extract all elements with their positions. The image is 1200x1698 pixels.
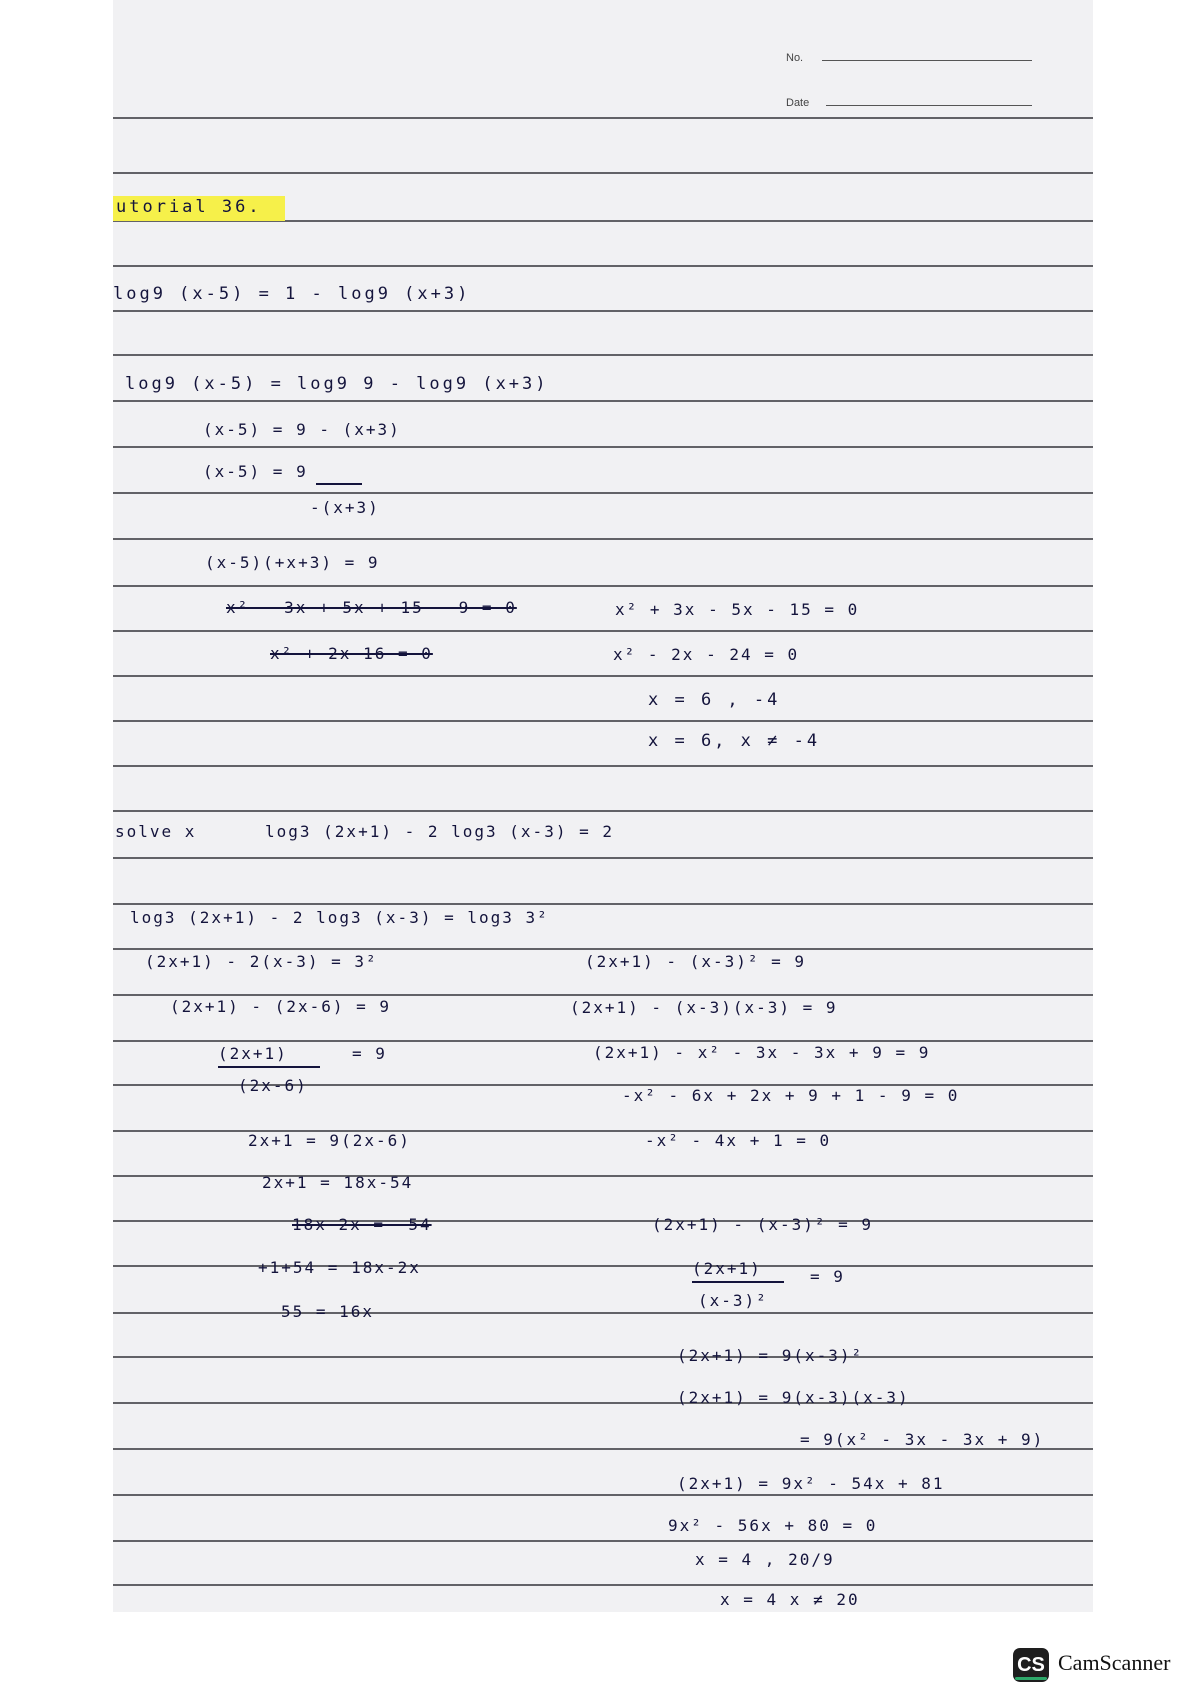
p1-crossed-1: x² - 3x + 5x + 15 - 9 = 0 [226, 598, 517, 617]
ruled-line [113, 446, 1093, 448]
ruled-line [113, 492, 1093, 494]
p1-step-3: (x-5) = 9 [203, 462, 308, 481]
p2-right-9: (x-3)² [698, 1291, 768, 1310]
p2-label: solve x [115, 822, 197, 841]
tutorial-title: utorial 36. [116, 197, 262, 217]
ruled-line [113, 538, 1093, 540]
p2-left-7: 2x+1 = 9(2x-6) [248, 1131, 411, 1150]
p1-crossed-2: x² + 2x 16 = 0 [270, 644, 433, 663]
ruled-line [113, 354, 1093, 356]
p2-right-4: -x² - 6x + 2x + 9 + 1 - 9 = 0 [622, 1086, 960, 1105]
p2-right-5: -x² - 4x + 1 = 0 [645, 1131, 832, 1150]
ruled-line [113, 1402, 1093, 1404]
ruled-line [113, 765, 1093, 767]
notebook-page [113, 0, 1093, 1612]
p1-fraction-bar [316, 483, 362, 485]
ruled-line [113, 857, 1093, 859]
ruled-line [113, 1040, 1093, 1042]
p2-right-11: (2x+1) = 9(x-3)(x-3) [677, 1388, 910, 1407]
p1-right-3: x = 6 , -4 [648, 690, 781, 710]
ruled-line [113, 265, 1093, 267]
p2-right-1: (2x+1) - (x-3)² = 9 [585, 952, 807, 971]
p1-equation: log9 (x-5) = 1 - log9 (x+3) [113, 284, 471, 304]
ruled-line [113, 810, 1093, 812]
p2-right-8: = 9 [810, 1267, 845, 1286]
p2-right-15: x = 4 , 20/9 [695, 1550, 835, 1569]
camscanner-brand: CamScanner [1058, 1650, 1171, 1675]
p2-left-10: +1+54 = 18x-2x [258, 1258, 421, 1277]
no-fill-line [822, 60, 1032, 61]
ruled-line [113, 1175, 1093, 1177]
ruled-line [113, 948, 1093, 950]
p1-right-2: x² - 2x - 24 = 0 [613, 645, 800, 664]
p2-right-12: = 9(x² - 3x - 3x + 9) [800, 1430, 1045, 1449]
no-label: No. [786, 52, 804, 64]
ruled-line [113, 117, 1093, 119]
p2-equation: log3 (2x+1) - 2 log3 (x-3) = 2 [265, 822, 614, 841]
p2-left-6: (2x-6) [238, 1076, 308, 1095]
p2-right-16: x = 4 x ≠ 20 [720, 1590, 860, 1609]
p2-left-9: 18x-2x = -54 [292, 1215, 432, 1234]
ruled-line [113, 1220, 1093, 1222]
p1-step-2: (x-5) = 9 - (x+3) [203, 420, 401, 439]
p2-right-fraction-bar [692, 1281, 784, 1283]
p2-left-1: log3 (2x+1) - 2 log3 (x-3) = log3 3² [130, 908, 549, 927]
p2-right-6: (2x+1) - (x-3)² = 9 [652, 1215, 874, 1234]
p2-left-8: 2x+1 = 18x-54 [262, 1173, 414, 1192]
p1-step-4: -(x+3) [310, 498, 380, 517]
ruled-line [113, 585, 1093, 587]
ruled-line [113, 994, 1093, 996]
date-label: Date [786, 97, 810, 109]
p2-right-13: (2x+1) = 9x² - 54x + 81 [677, 1474, 945, 1493]
ruled-line [113, 630, 1093, 632]
ruled-line [113, 675, 1093, 677]
ruled-line [113, 903, 1093, 905]
date-fill-line [826, 105, 1032, 106]
ruled-line [113, 1494, 1093, 1496]
p2-left-fraction-bar [218, 1066, 320, 1068]
camscanner-logo: CS [1013, 1648, 1049, 1682]
ruled-line [113, 1356, 1093, 1358]
p2-left-3: (2x+1) - (2x-6) = 9 [170, 997, 392, 1016]
ruled-line [113, 172, 1093, 174]
p2-left-4: (2x+1) [218, 1044, 288, 1063]
p1-step-5: (x-5)(+x+3) = 9 [205, 553, 380, 572]
p1-step-1: log9 (x-5) = log9 9 - log9 (x+3) [125, 374, 549, 394]
p2-right-7: (2x+1) [692, 1259, 762, 1278]
ruled-line [113, 1540, 1093, 1542]
p2-left-11: 55 = 16x [281, 1302, 375, 1321]
ruled-line [113, 1584, 1093, 1586]
p2-right-2: (2x+1) - (x-3)(x-3) = 9 [570, 998, 838, 1017]
ruled-line [113, 400, 1093, 402]
ruled-line [113, 720, 1093, 722]
p1-right-1: x² + 3x - 5x - 15 = 0 [615, 600, 860, 619]
p2-left-5: = 9 [352, 1044, 387, 1063]
ruled-line [113, 1312, 1093, 1314]
p2-left-2: (2x+1) - 2(x-3) = 3² [145, 952, 378, 971]
p1-right-4: x = 6, x ≠ -4 [648, 731, 821, 751]
p2-right-10: (2x+1) = 9(x-3)² [677, 1346, 864, 1365]
p2-right-14: 9x² - 56x + 80 = 0 [668, 1516, 878, 1535]
p2-right-3: (2x+1) - x² - 3x - 3x + 9 = 9 [593, 1043, 931, 1062]
ruled-line [113, 310, 1093, 312]
